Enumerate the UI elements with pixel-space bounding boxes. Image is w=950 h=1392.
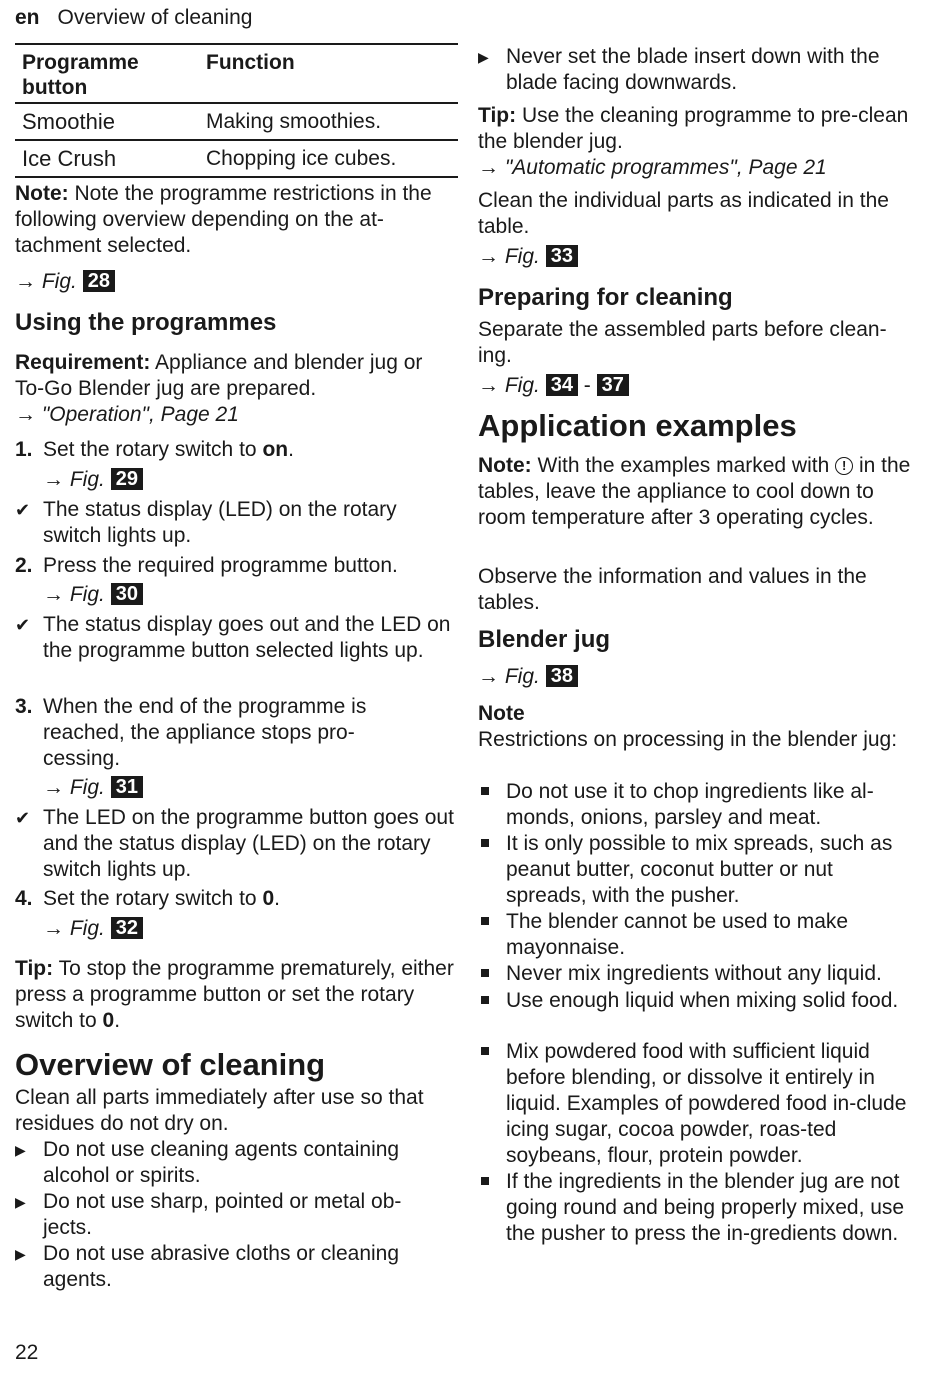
arrow-icon: → [43,917,64,940]
arrow-icon: → [478,156,499,179]
cross-reference: "Operation", Page 21 [41,403,239,426]
result-text: The status display goes out and the LED on the programme button selected lights up. [43,613,451,662]
heading-text: Blender jug [478,626,611,653]
square-bullet-icon [481,996,489,1004]
prep-text: Separate the assembled parts before clean-ing. [478,318,887,367]
step-text: Set the rotary switch to [43,438,263,461]
list-item [478,909,908,961]
table-row [15,103,458,140]
header-title: Overview of cleaning [57,6,253,29]
arrow-icon: → [478,665,499,688]
bullet-text: Mix powdered food with sufficient liquid before blending, or dissolve it entirely in liquid. Examples of powdered food in-clude icing sugar, cocoa powder, roas-ted soybeans, flour, protein powder. [506,1040,907,1167]
fig-label: Fig. [504,665,540,688]
caution-icon: ! [835,457,853,475]
arrow-icon: → [478,245,499,268]
list-item [15,1137,435,1189]
figure-reference [15,916,455,942]
tip-paragraph [15,956,455,1034]
arrow-icon: → [43,468,64,491]
tip-paragraph [478,103,918,181]
cross-reference: "Automatic programmes", Page 21 [504,156,827,179]
figure-badge: 29 [111,468,143,490]
page-header [15,5,252,31]
figure-reference [15,775,455,801]
figure-badge: 33 [546,245,578,267]
check-icon: ✔ [15,615,31,635]
list-item [478,961,918,987]
prep-paragraph [478,317,920,369]
figure-badge: 30 [111,583,143,605]
bullet-text: Do not use it to chop ingredients like al-monds, onions, parsley and meat. [506,780,874,829]
heading-text: Application examples [478,408,797,443]
result-text: The status display (LED) on the rotary switch lights up. [43,498,397,547]
figure-badge: 28 [83,270,115,292]
heading-text: Overview of cleaning [15,1047,326,1082]
tip-end: . [114,1009,121,1032]
table-cell: Smoothie [22,109,115,134]
section-heading-using [15,309,276,337]
step-text: Press the required programme button. [43,554,398,577]
result-3 [15,805,455,883]
figure-reference [15,467,455,493]
square-bullet-icon [481,969,489,977]
figure-badge: 31 [111,776,143,798]
fig-label: Fig. [504,245,540,268]
requirement-text: Appliance and blender jug or To-Go Blender jug are prepared. [15,351,423,400]
figure-reference [478,244,578,270]
list-item [478,779,908,831]
note-paragraph [15,181,455,259]
list-item [478,831,908,909]
result-1 [15,497,455,549]
step-1 [15,437,455,463]
step-number: 4. [15,887,33,910]
clean-text: Clean the individual parts as indicated in the table. [478,189,889,238]
table-cell: Ice Crush [22,146,117,171]
bullet-text: It is only possible to mix spreads, such as peanut butter, coconut butter or nut spreads, with the pusher. [506,832,893,907]
bullet-text: If the ingredients in the blender jug are not going round and being properly mixed, use the pusher to press the in-gredients down. [506,1170,905,1245]
fig-label: Fig. [69,583,105,606]
step-number: 2. [15,554,33,577]
heading-text: Using the programmes [15,309,277,336]
tip-text: To stop the programme prematurely, either press a programme button or set the rotary switch to [15,957,454,1032]
arrow-icon: → [15,270,36,293]
square-bullet-icon [481,1047,489,1055]
step-2 [15,553,455,579]
fig-label: Fig. [69,917,105,940]
list-item [478,1039,918,1169]
overview-text: Clean all parts immediately after use so that residues do not dry on. [15,1086,424,1135]
note-label: Note: [15,182,69,205]
figure-badge: 37 [597,374,629,396]
step-3 [15,694,455,772]
section-heading-preparing [478,284,733,312]
result-2 [15,612,455,664]
column-header-programme: Programme button [22,51,139,99]
square-bullet-icon [481,839,489,847]
figure-badge: 32 [111,917,143,939]
figure-reference [478,664,578,690]
figure-badge: 38 [546,665,578,687]
triangle-bullet-icon: ▶ [15,1194,26,1210]
square-bullet-icon [481,1177,489,1185]
tip-bold: 0 [102,1009,115,1032]
observe-paragraph [478,564,918,616]
language-code: en [15,6,40,29]
list-item [478,988,908,1014]
list-item [15,1241,435,1293]
triangle-bullet-icon: ▶ [15,1142,26,1158]
result-text: The LED on the programme button goes out and the status display (LED) on the rotary switch lights up. [43,806,454,881]
triangle-bullet-icon: ▶ [15,1246,26,1262]
restriction-note [478,701,918,753]
step-text: Set the rotary switch to [43,887,263,910]
step-bold: on [262,438,289,461]
figure-reference [478,373,629,399]
range-dash: - [583,374,591,397]
arrow-icon: → [478,374,499,397]
bullet-text: Never set the blade insert down with the blade facing downwards. [506,45,880,94]
arrow-icon: → [43,583,64,606]
step-text: When the end of the programme is reached, the appliance stops pro-cessing. [43,695,367,770]
requirement-label: Requirement: [15,351,151,374]
note-paragraph [478,453,923,531]
step-end: . [288,438,294,461]
table-cell: Making smoothies. [206,110,382,133]
requirement-paragraph [15,350,455,428]
section-heading-application [478,408,797,444]
step-number: 3. [15,695,33,718]
fig-label: Fig. [504,374,540,397]
section-heading-overview [15,1047,325,1083]
bullet-text: Do not use cleaning agents containing alcohol or spirits. [43,1138,400,1187]
bullet-text: The blender cannot be used to make mayonnaise. [506,910,849,959]
note-text-continued: in the tables, leave the appliance to cool down to room temperature after 3 operating cycles. [478,454,911,529]
list-item [478,1169,908,1247]
overview-paragraph [15,1085,460,1137]
figure-reference [15,582,455,608]
tip-text: Use the cleaning programme to pre-clean the blender jug. [478,104,909,153]
observe-text: Observe the information and values in the tables. [478,565,867,614]
note-text: With the examples marked with [531,454,836,477]
figure-badge: 34 [546,374,578,396]
programme-table [15,43,458,178]
step-end: . [274,887,280,910]
figure-reference [15,269,115,295]
arrow-icon: → [43,776,64,799]
arrow-icon: → [15,403,36,426]
list-item [478,44,918,96]
bullet-text: Never mix ingredients without any liquid. [506,962,882,985]
fig-label: Fig. [69,468,105,491]
bullet-text: Do not use sharp, pointed or metal ob-jects. [43,1190,402,1239]
square-bullet-icon [481,787,489,795]
fig-label: Fig. [41,270,77,293]
tip-label: Tip: [478,104,517,127]
section-heading-jug [478,626,610,654]
table-row [15,140,458,177]
step-4 [15,886,455,912]
note-text: Note the programme restrictions in the following overview depending on the at-tachment selected. [15,182,432,257]
heading-text: Preparing for cleaning [478,284,733,311]
triangle-bullet-icon: ▶ [478,49,489,65]
fig-label: Fig. [69,776,105,799]
step-bold: 0 [262,887,275,910]
tip-label: Tip: [15,957,54,980]
list-item [15,1189,435,1241]
page-number: 22 [15,1341,39,1364]
table-cell: Chopping ice cubes. [206,147,397,170]
step-number: 1. [15,438,33,461]
note-heading: Note [478,702,525,725]
table-header-row [15,44,458,103]
restriction-text: Restrictions on processing in the blender jug: [478,728,898,751]
check-icon: ✔ [15,808,31,828]
column-header-function: Function [206,51,295,74]
clean-paragraph [478,188,918,240]
bullet-text: Do not use abrasive cloths or cleaning agents. [43,1242,400,1291]
bullet-text: Use enough liquid when mixing solid food. [506,989,899,1012]
note-label: Note: [478,454,532,477]
square-bullet-icon [481,917,489,925]
check-icon: ✔ [15,500,31,520]
